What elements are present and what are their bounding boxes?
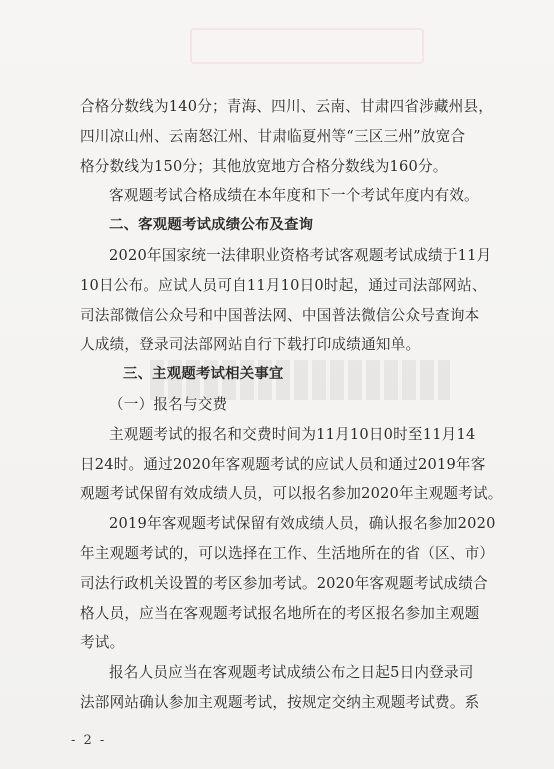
paragraph-line: 考试。 <box>80 634 125 652</box>
paragraph-line: 客观题考试合格成绩在本年度和下一个考试年度内有效。 <box>109 187 479 205</box>
document-body <box>80 92 503 718</box>
paragraph-line: 格分数线为150分；其他放宽地方合格分数线为160分。 <box>80 157 448 175</box>
paragraph-line: 主观题考试的报名和交费时间为11月10日0时至11月14 <box>109 425 476 443</box>
paragraph-line: 人成绩，登录司法部网站自行下载打印成绩通知单。 <box>80 336 421 354</box>
paragraph-line: 2019年客观题考试保留有效成绩人员，确认报名参加2020 <box>109 515 496 533</box>
paragraph-line: 合格分数线为140分；青海、四川、云南、甘肃四省涉藏州县， <box>80 98 494 115</box>
subsection-heading: （一）报名与交费 <box>109 395 228 413</box>
bleed-red-header-mark <box>190 28 424 64</box>
paragraph-line: 观题考试保留有效成绩人员，可以报名参加2020年主观题考试。 <box>80 485 503 503</box>
page-number: - 2 - <box>71 733 107 748</box>
section-heading-3: 三、主观题考试相关事宜 <box>123 366 284 383</box>
paragraph-line: 四川凉山州、云南怒江州、甘肃临夏州等“三区三州”放宽合 <box>80 127 466 145</box>
paragraph-line: 格人员，应当在客观题考试报名地所在的考区报名参加主观题 <box>80 604 480 622</box>
paragraph-line: 2020年国家统一法律职业资格考试客观题考试成绩于11月 <box>109 246 492 264</box>
paragraph-line: 年主观题考试的，可以选择在工作、生活地所在的省（区、市） <box>80 544 495 562</box>
paragraph-line: 法部网站确认参加主观题考试，按规定交纳主观题考试费。系 <box>80 693 480 711</box>
paragraph-line: 日24时。通过2020年客观题考试的应试人员和通过2019年客 <box>80 455 486 473</box>
paragraph-line: 司法部微信公众号和中国普法网、中国普法微信公众号查询本 <box>80 306 480 324</box>
paragraph-line: 报名人员应当在客观题考试成绩公布之日起5日内登录司 <box>109 664 474 682</box>
paragraph-line: 10日公布。应试人员可自11月10日0时起，通过司法部网站、 <box>80 276 487 294</box>
paragraph-line: 司法行政机关设置的考区参加考试。2020年客观题考试成绩合 <box>80 574 488 592</box>
section-heading-2: 二、客观题考试成绩公布及查询 <box>109 217 314 234</box>
